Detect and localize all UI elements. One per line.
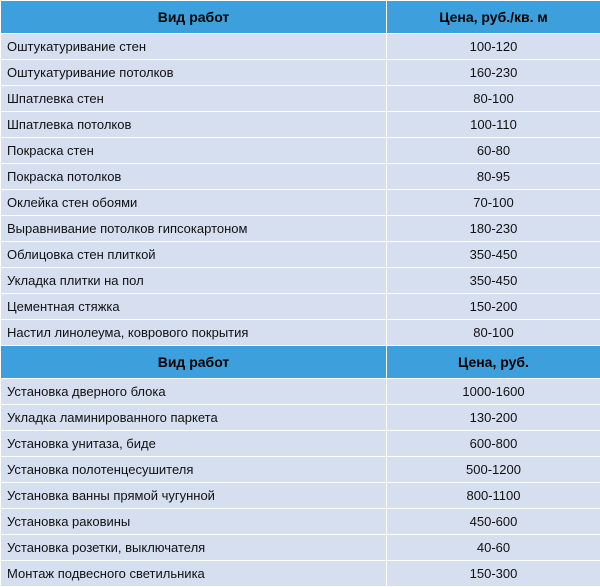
- table-row: [1, 405, 600, 431]
- price-cell: 150-300: [387, 561, 600, 587]
- work-type-cell: Шпатлевка стен: [1, 86, 387, 112]
- work-type-cell: Монтаж подвесного светильника: [1, 561, 387, 587]
- table-row: [1, 561, 600, 587]
- work-type-cell: Оштукатуривание стен: [1, 34, 387, 60]
- work-type-cell: Оклейка стен обоями: [1, 190, 387, 216]
- table-header-row: [1, 346, 600, 379]
- work-type-cell: Покраска потолков: [1, 164, 387, 190]
- price-cell: 40-60: [387, 535, 600, 561]
- price-cell: 80-100: [387, 86, 600, 112]
- work-type-cell: Покраска стен: [1, 138, 387, 164]
- table-row: [1, 112, 600, 138]
- price-cell: 130-200: [387, 405, 600, 431]
- work-type-cell: Укладка ламинированного паркета: [1, 405, 387, 431]
- work-type-cell: Шпатлевка потолков: [1, 112, 387, 138]
- header-price-per-sqm: Цена, руб./кв. м: [387, 1, 600, 34]
- work-type-cell: Цементная стяжка: [1, 294, 387, 320]
- price-cell: 60-80: [387, 138, 600, 164]
- table-row: [1, 86, 600, 112]
- work-type-cell: Установка унитаза, биде: [1, 431, 387, 457]
- table-row: [1, 483, 600, 509]
- work-type-cell: Установка раковины: [1, 509, 387, 535]
- price-cell: 100-110: [387, 112, 600, 138]
- table-row: [1, 509, 600, 535]
- price-cell: 350-450: [387, 268, 600, 294]
- table-row: [1, 457, 600, 483]
- table-row: [1, 242, 600, 268]
- work-type-cell: Укладка плитки на пол: [1, 268, 387, 294]
- work-type-cell: Установка дверного блока: [1, 379, 387, 405]
- table-row: [1, 164, 600, 190]
- table-row: [1, 268, 600, 294]
- header-price: Цена, руб.: [387, 346, 600, 379]
- table-row: [1, 320, 600, 346]
- price-cell: 150-200: [387, 294, 600, 320]
- work-type-cell: Установка розетки, выключателя: [1, 535, 387, 561]
- price-cell: 350-450: [387, 242, 600, 268]
- table-row: [1, 535, 600, 561]
- table-row: [1, 138, 600, 164]
- section-area-prices: [1, 1, 600, 346]
- price-cell: 450-600: [387, 509, 600, 535]
- header-work-type: Вид работ: [1, 346, 387, 379]
- price-cell: 500-1200: [387, 457, 600, 483]
- table-row: [1, 190, 600, 216]
- work-type-cell: Установка полотенцесушителя: [1, 457, 387, 483]
- work-type-cell: Оштукатуривание потолков: [1, 60, 387, 86]
- table-row: [1, 294, 600, 320]
- table-row: [1, 34, 600, 60]
- work-type-cell: Облицовка стен плиткой: [1, 242, 387, 268]
- price-cell: 100-120: [387, 34, 600, 60]
- price-cell: 180-230: [387, 216, 600, 242]
- price-cell: 1000-1600: [387, 379, 600, 405]
- header-work-type: Вид работ: [1, 1, 387, 34]
- price-cell: 70-100: [387, 190, 600, 216]
- section-unit-prices: [1, 346, 600, 587]
- price-cell: 600-800: [387, 431, 600, 457]
- table-row: [1, 60, 600, 86]
- work-type-cell: Выравнивание потолков гипсокартоном: [1, 216, 387, 242]
- table-row: [1, 379, 600, 405]
- work-type-cell: Настил линолеума, коврового покрытия: [1, 320, 387, 346]
- table-row: [1, 216, 600, 242]
- price-cell: 800-1100: [387, 483, 600, 509]
- price-cell: 80-100: [387, 320, 600, 346]
- table-header-row: [1, 1, 600, 34]
- price-cell: 80-95: [387, 164, 600, 190]
- work-type-cell: Установка ванны прямой чугунной: [1, 483, 387, 509]
- table-row: [1, 431, 600, 457]
- price-cell: 160-230: [387, 60, 600, 86]
